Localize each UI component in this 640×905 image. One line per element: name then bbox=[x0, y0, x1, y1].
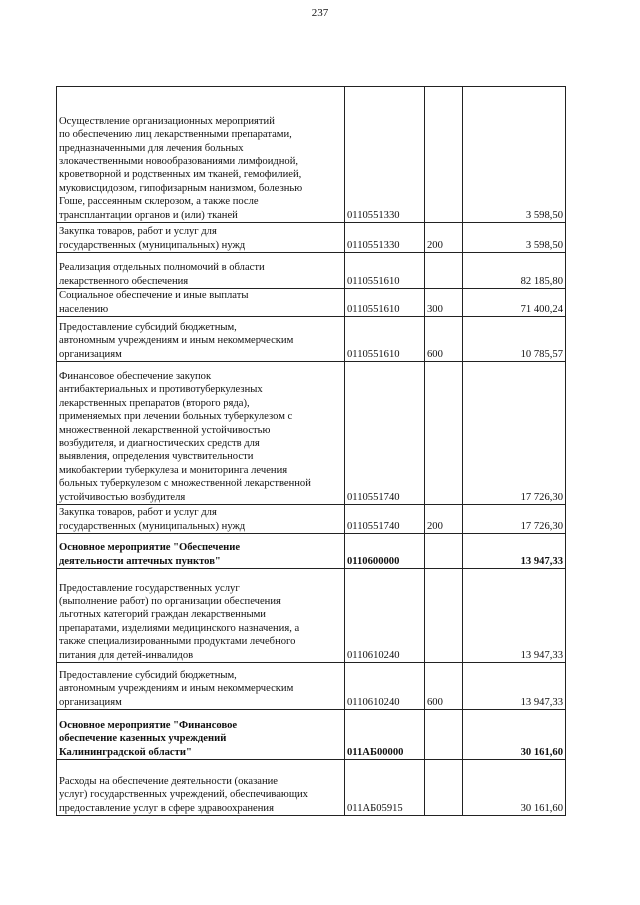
row-expense-type bbox=[425, 289, 463, 317]
row-name-text: Основное мероприятие "Финансовое обеспечение казенных учреждений Калининградской области" bbox=[59, 719, 238, 758]
row-name bbox=[57, 289, 345, 317]
row-code bbox=[345, 317, 425, 362]
row-code bbox=[345, 223, 425, 253]
row-name bbox=[57, 710, 345, 760]
row-expense-type-text: 300 bbox=[427, 303, 443, 315]
row-sum bbox=[463, 534, 566, 569]
row-sum bbox=[463, 223, 566, 253]
row-sum bbox=[463, 710, 566, 760]
table-row bbox=[57, 253, 566, 289]
row-code bbox=[345, 505, 425, 534]
row-code-text: 0110600000 bbox=[347, 555, 400, 567]
table-row bbox=[57, 505, 566, 534]
row-code-text: 011АБ05915 bbox=[347, 802, 403, 814]
row-expense-type bbox=[425, 253, 463, 289]
row-name bbox=[57, 362, 345, 505]
table-row bbox=[57, 534, 566, 569]
row-sum-text: 13 947,33 bbox=[520, 555, 563, 567]
row-expense-type bbox=[425, 534, 463, 569]
row-sum-text: 13 947,33 bbox=[520, 649, 563, 661]
row-code-text: 0110551610 bbox=[347, 303, 400, 315]
row-code-text: 0110610240 bbox=[347, 696, 400, 708]
row-name bbox=[57, 223, 345, 253]
row-code-text: 0110551740 bbox=[347, 520, 400, 532]
row-expense-type bbox=[425, 223, 463, 253]
row-sum-text: 10 785,57 bbox=[520, 348, 563, 360]
table-row bbox=[57, 663, 566, 710]
row-sum-text: 17 726,30 bbox=[520, 491, 563, 503]
row-name-text: Предоставление субсидий бюджетным, автономным учреждениям и иным некоммерческим организациям bbox=[59, 669, 294, 708]
row-sum-text: 3 598,50 bbox=[525, 209, 563, 221]
table-row bbox=[57, 710, 566, 760]
row-code-text: 011АБ00000 bbox=[347, 746, 404, 758]
row-name-text: Реализация отдельных полномочий в области лекарственного обеспечения bbox=[59, 262, 265, 287]
table-row bbox=[57, 317, 566, 362]
table-row bbox=[57, 87, 566, 223]
row-code bbox=[345, 760, 425, 816]
row-code bbox=[345, 362, 425, 505]
row-name-text: Предоставление субсидий бюджетным, автономным учреждениям и иным некоммерческим организациям bbox=[59, 321, 294, 360]
row-name-text: Основное мероприятие "Обеспечение деятельности аптечных пунктов" bbox=[59, 542, 241, 567]
row-code-text: 0110551610 bbox=[347, 348, 400, 360]
row-code-text: 0110551330 bbox=[347, 209, 400, 221]
row-code bbox=[345, 289, 425, 317]
row-name bbox=[57, 505, 345, 534]
row-sum-text: 3 598,50 bbox=[525, 239, 563, 251]
row-expense-type-text: 200 bbox=[427, 239, 443, 251]
row-expense-type bbox=[425, 87, 463, 223]
row-code bbox=[345, 710, 425, 760]
row-name bbox=[57, 569, 345, 663]
row-code bbox=[345, 534, 425, 569]
table-row bbox=[57, 362, 566, 505]
row-expense-type-text: 600 bbox=[427, 348, 443, 360]
row-expense-type bbox=[425, 710, 463, 760]
row-sum bbox=[463, 760, 566, 816]
row-name-text: Финансовое обеспечение закупок антибактериальных и противотуберкулезных лекарственных препаратов (второго ряда), применяемых при лечении больных туберкулезом с множественной лекарственной устойчивостью возбудителя, и диагностических средств для выявления, определения чувствительности микобактерии туберкулеза и мониторинга лечения больных туберкулезом с множественной лекарственной устойчивостью возбудителя bbox=[59, 370, 311, 503]
row-name bbox=[57, 253, 345, 289]
table-row bbox=[57, 223, 566, 253]
row-code-text: 0110551740 bbox=[347, 491, 400, 503]
table-row bbox=[57, 760, 566, 816]
table-row bbox=[57, 289, 566, 317]
row-name-text: Осуществление организационных мероприятий по обеспечению лиц лекарственными препаратами, предназначенными для лечения больных злокачественными новообразованиями лимфоидной, кроветворной и родственных им тканей, гемофилией, муковисцидозом, гипофизарным нанизмом, болезнью Гоше, рассеянным склерозом, а также после трансплантации органов и (или) тканей bbox=[59, 115, 303, 221]
page-number: 237 bbox=[311, 7, 329, 19]
row-expense-type bbox=[425, 760, 463, 816]
row-code bbox=[345, 569, 425, 663]
row-sum bbox=[463, 253, 566, 289]
row-expense-type bbox=[425, 317, 463, 362]
row-sum bbox=[463, 289, 566, 317]
row-sum-text: 30 161,60 bbox=[520, 802, 563, 814]
row-expense-type bbox=[425, 569, 463, 663]
row-code-text: 0110551330 bbox=[347, 239, 400, 251]
row-code bbox=[345, 253, 425, 289]
row-sum bbox=[463, 663, 566, 710]
row-name bbox=[57, 663, 345, 710]
row-name bbox=[57, 760, 345, 816]
row-sum bbox=[463, 505, 566, 534]
row-sum bbox=[463, 569, 566, 663]
row-sum-text: 30 161,60 bbox=[520, 746, 563, 758]
row-sum-text: 82 185,80 bbox=[520, 275, 563, 287]
row-code-text: 0110551610 bbox=[347, 275, 400, 287]
table-body bbox=[57, 87, 566, 816]
budget-table bbox=[56, 86, 566, 816]
row-sum bbox=[463, 362, 566, 505]
row-sum-text: 17 726,30 bbox=[520, 520, 563, 532]
row-name bbox=[57, 87, 345, 223]
row-expense-type bbox=[425, 663, 463, 710]
row-code-text: 0110610240 bbox=[347, 649, 400, 661]
row-name-text: Закупка товаров, работ и услуг для государственных (муниципальных) нужд bbox=[59, 226, 246, 251]
row-name bbox=[57, 534, 345, 569]
row-name-text: Предоставление государственных услуг (выполнение работ) по организации обеспечения льготных категорий граждан лекарственными препаратами, изделиями медицинского назначения, а также специализированными продуктами лечебного питания для детей-инвалидов bbox=[59, 582, 300, 661]
row-expense-type-text: 600 bbox=[427, 696, 443, 708]
row-code bbox=[345, 87, 425, 223]
row-name bbox=[57, 317, 345, 362]
row-sum bbox=[463, 317, 566, 362]
row-name-text: Закупка товаров, работ и услуг для государственных (муниципальных) нужд bbox=[59, 507, 246, 532]
row-code bbox=[345, 663, 425, 710]
row-expense-type bbox=[425, 362, 463, 505]
row-sum bbox=[463, 87, 566, 223]
row-sum-text: 13 947,33 bbox=[520, 696, 563, 708]
row-sum-text: 71 400,24 bbox=[520, 303, 563, 315]
row-name-text: Расходы на обеспечение деятельности (оказание услуг) государственных учреждений, обеспечивающих предоставление услуг в сфере здравоохранения bbox=[59, 775, 308, 814]
row-expense-type-text: 200 bbox=[427, 520, 443, 532]
row-name-text: Социальное обеспечение и иные выплаты населению bbox=[59, 290, 249, 315]
table-row bbox=[57, 569, 566, 663]
row-expense-type bbox=[425, 505, 463, 534]
